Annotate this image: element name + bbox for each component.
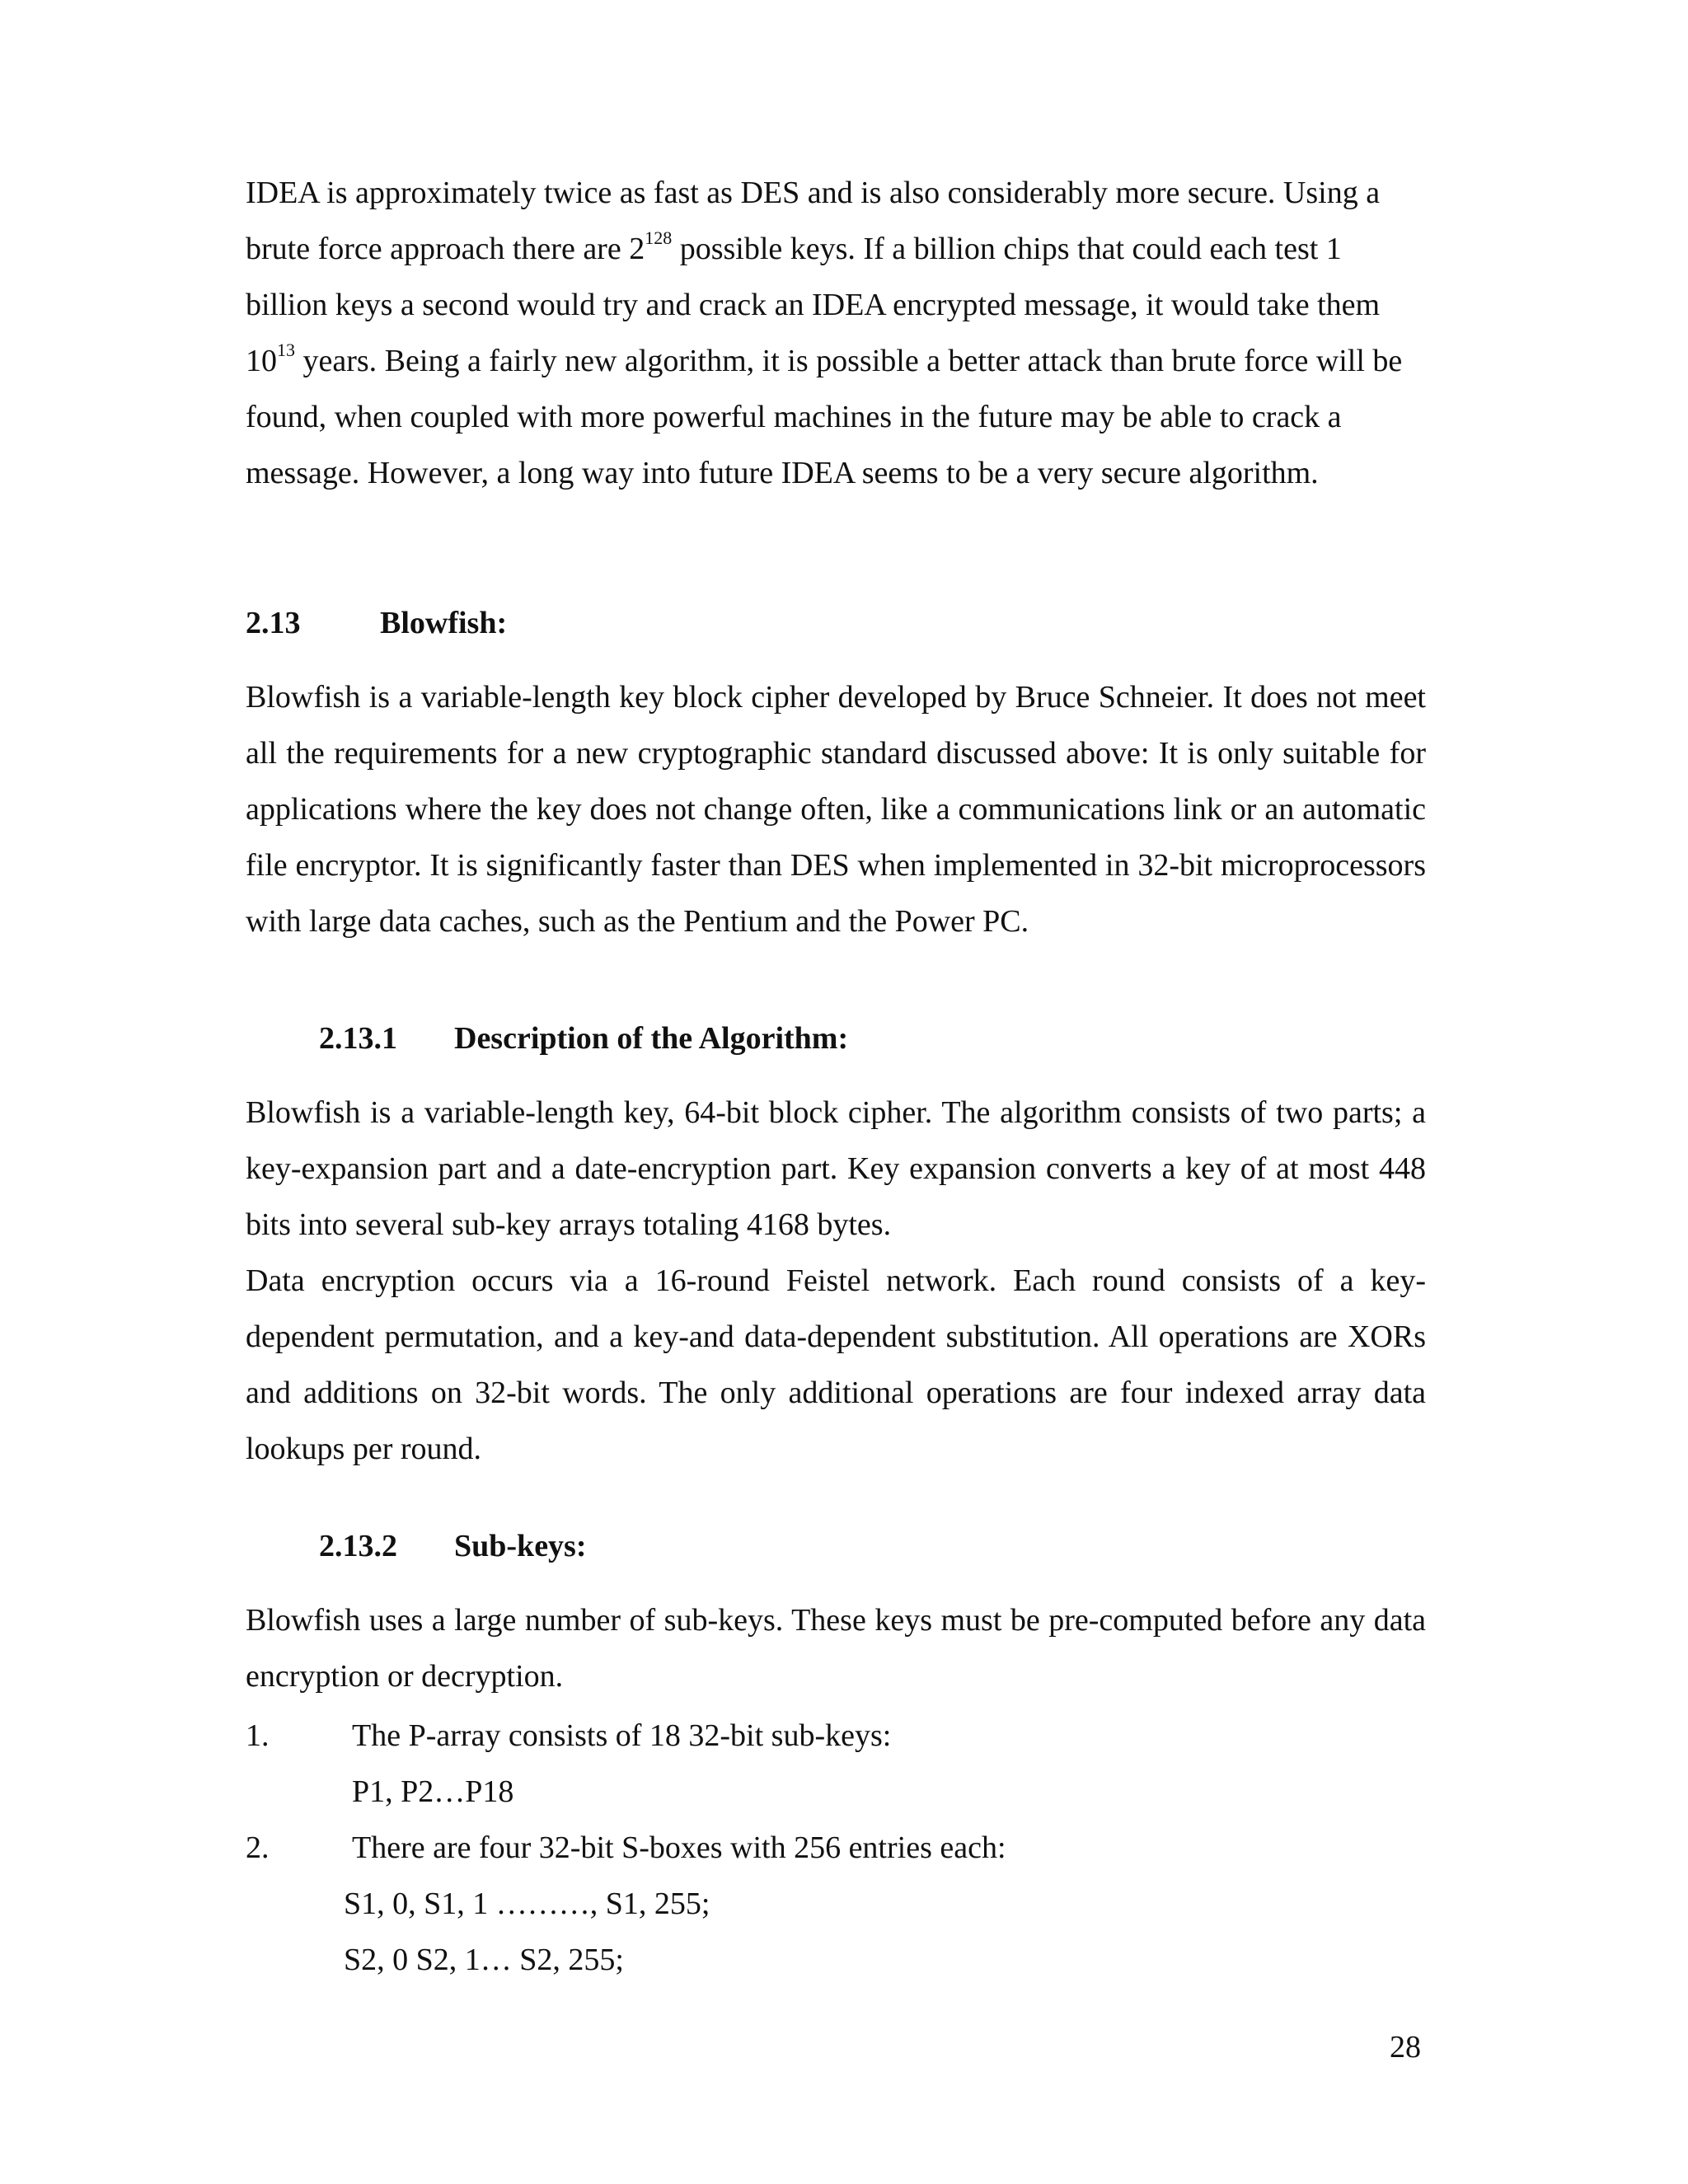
superscript-13: 13 xyxy=(277,340,295,360)
intro-text-b: possible keys. If a billion chips that could each test 1 billion keys a second would try and crack an IDEA encrypted message, it would take them 10 xyxy=(246,232,1381,378)
intro-text-a: IDEA is approximately twice as fast as DES and is also considerably more secure. Using a brute force approach there are 2 xyxy=(246,176,1381,266)
blowfish-paragraph: Blowfish is a variable-length key block cipher developed by Bruce Schneier. It does not meet all the requirements for a new cryptographic standard discussed above: It is only suitable for applications where the key does not change often, like a communications link or an automatic file encryptor. It is significantly faster than DES when implemented in 32-bit microprocessors with large data caches, such as the Pentium and the Power PC. xyxy=(246,680,1426,939)
list-item-2-line: S2, 0 S2, 1… S2, 255; xyxy=(344,1943,624,1977)
algorithm-paragraph-1: Blowfish is a variable-length key, 64-bit block cipher. The algorithm consists of two parts; a key-expansion part and a date-encryption part. Key expansion converts a key of at most 448 bits into several sub-key arrays totaling 4168 bytes. xyxy=(246,1095,1426,1242)
list-item-1-text: The P-array consists of 18 32-bit sub-keys: xyxy=(352,1718,892,1753)
page-number: 28 xyxy=(1390,2030,1421,2064)
section-title: Description of the Algorithm: xyxy=(454,1021,849,1056)
subkeys-paragraph: Blowfish uses a large number of sub-keys. These keys must be pre-computed before any data encryption or decryption. xyxy=(246,1603,1426,1694)
intro-paragraph xyxy=(246,165,1426,501)
list-item-2-text: There are four 32-bit S-boxes with 256 entries each: xyxy=(352,1830,1006,1865)
list-item-1-line: P1, P2…P18 xyxy=(352,1774,514,1809)
section-number: 2.13.1 xyxy=(319,1021,397,1056)
superscript-128: 128 xyxy=(645,227,673,248)
algorithm-paragraph-2: Data encryption occurs via a 16-round Feistel network. Each round consists of a key-dependent permutation, and a key-and data-dependent substitution. All operations are XORs and additions on 32-bit words. The only additional operations are four indexed array data lookups per round. xyxy=(246,1263,1426,1466)
section-number: 2.13.2 xyxy=(319,1529,397,1563)
section-heading-2-13 xyxy=(246,603,507,643)
list-item-2-number: 2. xyxy=(246,1830,270,1865)
section-heading-2-13-1 xyxy=(319,1019,848,1058)
section-number: 2.13 xyxy=(246,606,301,640)
list-item-2-line: S1, 0, S1, 1 ………, S1, 255; xyxy=(344,1886,710,1921)
section-heading-2-13-2 xyxy=(319,1526,587,1566)
section-title: Sub-keys: xyxy=(454,1529,587,1563)
list-item-1-number: 1. xyxy=(246,1718,270,1753)
section-title: Blowfish: xyxy=(380,606,508,640)
intro-text-c: years. Being a fairly new algorithm, it is possible a better attack than brute force will be found, when coupled with more powerful machines in the future may be able to crack a message. However, a long way into future IDEA seems to be a very secure algorithm. xyxy=(246,344,1403,490)
